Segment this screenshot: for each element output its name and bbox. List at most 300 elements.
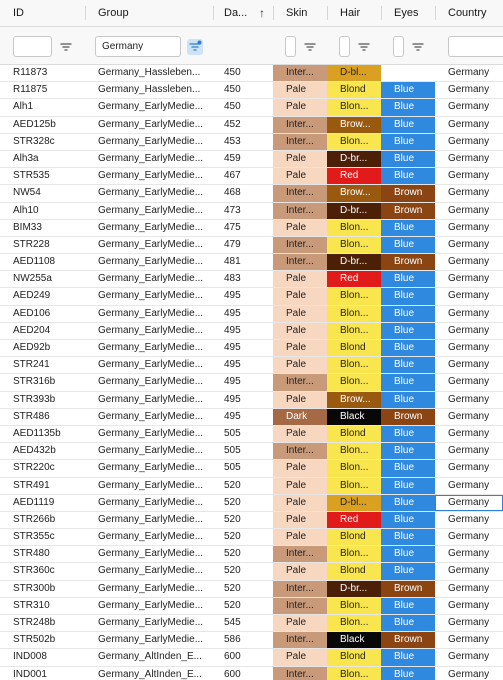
cell-eyes[interactable]: Blue — [381, 271, 435, 287]
cell-date[interactable]: 468 — [224, 187, 241, 199]
cell-date[interactable]: 495 — [224, 290, 241, 302]
cell-eyes[interactable]: Blue — [381, 392, 435, 408]
cell-group[interactable]: Germany_EarlyMedie... — [98, 410, 204, 422]
cell-id[interactable]: BIM33 — [13, 221, 42, 233]
cell-hair[interactable]: D-br... — [327, 254, 381, 270]
cell-date[interactable]: 495 — [224, 393, 241, 405]
cell-eyes[interactable]: Brown — [381, 203, 435, 219]
table-row[interactable] — [0, 134, 503, 151]
cell-skin[interactable]: Pale — [273, 220, 327, 236]
cell-eyes[interactable]: Blue — [381, 323, 435, 339]
table-row[interactable] — [0, 478, 503, 495]
cell-skin[interactable]: Inter... — [273, 581, 327, 597]
cell-id[interactable]: R11875 — [13, 84, 48, 96]
cell-date[interactable]: 450 — [224, 67, 241, 78]
cell-group[interactable]: Germany_EarlyMedie... — [98, 445, 204, 457]
cell-group[interactable]: Germany_EarlyMedie... — [98, 582, 204, 594]
cell-date[interactable]: 520 — [224, 513, 241, 525]
cell-group[interactable]: Germany_EarlyMedie... — [98, 170, 204, 182]
cell-skin[interactable]: Inter... — [273, 237, 327, 253]
cell-eyes[interactable]: Blue — [381, 615, 435, 631]
cell-id[interactable]: STR310 — [13, 599, 50, 611]
cell-id[interactable]: STR228 — [13, 238, 50, 250]
table-row[interactable] — [0, 340, 503, 357]
cell-country[interactable]: Germany — [448, 479, 490, 491]
cell-skin[interactable]: Inter... — [273, 185, 327, 201]
cell-eyes[interactable]: Blue — [381, 117, 435, 133]
table-row[interactable] — [0, 460, 503, 477]
table-row[interactable] — [0, 65, 503, 82]
cell-eyes[interactable]: Brown — [381, 409, 435, 425]
table-row[interactable] — [0, 288, 503, 305]
cell-date[interactable]: 459 — [224, 152, 241, 164]
cell-group[interactable]: Germany_EarlyMedie... — [98, 135, 204, 147]
cell-group[interactable]: Germany_EarlyMedie... — [98, 204, 204, 216]
cell-id[interactable]: STR360c — [13, 565, 55, 577]
cell-eyes[interactable]: Blue — [381, 546, 435, 562]
cell-group[interactable]: Germany_EarlyMedie... — [98, 617, 204, 628]
cell-skin[interactable]: Inter... — [273, 546, 327, 562]
cell-hair[interactable]: Blon... — [327, 546, 381, 562]
cell-skin[interactable]: Pale — [273, 306, 327, 322]
cell-date[interactable]: 495 — [224, 410, 241, 422]
table-row[interactable] — [0, 203, 503, 220]
cell-hair[interactable]: D-br... — [327, 203, 381, 219]
group-filter-input[interactable] — [95, 36, 181, 57]
cell-country[interactable]: Germany — [448, 118, 490, 130]
filter-icon[interactable] — [302, 39, 318, 55]
cell-hair[interactable]: Blon... — [327, 598, 381, 614]
column-header-date[interactable] — [213, 0, 273, 26]
table-row[interactable] — [0, 185, 503, 202]
cell-date[interactable]: 520 — [224, 565, 241, 577]
cell-date[interactable]: 520 — [224, 479, 241, 491]
cell-date[interactable]: 495 — [224, 307, 241, 319]
cell-country[interactable]: Germany — [448, 617, 490, 628]
filter-icon[interactable] — [410, 39, 426, 55]
cell-hair[interactable]: Blon... — [327, 288, 381, 304]
cell-date[interactable]: 520 — [224, 582, 241, 594]
cell-group[interactable]: Germany_EarlyMedie... — [98, 531, 204, 543]
cell-hair[interactable]: Blon... — [327, 460, 381, 476]
cell-skin[interactable]: Pale — [273, 151, 327, 167]
cell-eyes[interactable]: Blue — [381, 82, 435, 98]
cell-country[interactable]: Germany — [448, 376, 490, 388]
cell-date[interactable]: 505 — [224, 427, 241, 439]
cell-skin[interactable]: Inter... — [273, 254, 327, 270]
cell-id[interactable]: STR480 — [13, 548, 50, 560]
table-row[interactable] — [0, 271, 503, 288]
cell-group[interactable]: Germany_EarlyMedie... — [98, 273, 204, 285]
cell-id[interactable]: AED249 — [13, 290, 51, 302]
cell-eyes[interactable]: Blue — [381, 340, 435, 356]
cell-date[interactable]: 545 — [224, 617, 241, 628]
cell-country[interactable]: Germany — [448, 548, 490, 560]
cell-skin[interactable]: Pale — [273, 288, 327, 304]
table-row[interactable] — [0, 117, 503, 134]
table-row[interactable] — [0, 374, 503, 391]
cell-id[interactable]: AED92b — [13, 342, 51, 353]
cell-group[interactable]: Germany_EarlyMedie... — [98, 376, 204, 388]
cell-eyes[interactable]: Blue — [381, 374, 435, 390]
cell-date[interactable]: 600 — [224, 668, 241, 680]
cell-hair[interactable]: Blond — [327, 82, 381, 98]
cell-eyes[interactable]: Blue — [381, 649, 435, 665]
table-row[interactable] — [0, 168, 503, 185]
cell-id[interactable]: STR241 — [13, 359, 50, 371]
cell-hair[interactable]: Black — [327, 632, 381, 648]
cell-skin[interactable]: Inter... — [273, 117, 327, 133]
column-header-eyes[interactable] — [381, 0, 435, 26]
cell-skin[interactable]: Pale — [273, 563, 327, 579]
table-row[interactable] — [0, 632, 503, 649]
cell-skin[interactable]: Pale — [273, 615, 327, 631]
cell-skin[interactable]: Pale — [273, 357, 327, 373]
cell-hair[interactable]: Blond — [327, 649, 381, 665]
cell-date[interactable]: 520 — [224, 548, 241, 560]
cell-country[interactable]: Germany — [448, 531, 490, 543]
cell-id[interactable]: IND008 — [13, 651, 47, 663]
cell-id[interactable]: Alh3a — [13, 152, 39, 164]
column-header-skin[interactable] — [273, 0, 327, 26]
cell-country[interactable]: Germany — [435, 495, 503, 511]
cell-country[interactable]: Germany — [448, 427, 490, 439]
table-row[interactable] — [0, 615, 503, 632]
cell-group[interactable]: Germany_EarlyMedie... — [98, 324, 204, 336]
cell-date[interactable]: 473 — [224, 204, 241, 216]
cell-id[interactable]: STR486 — [13, 410, 50, 422]
cell-group[interactable]: Germany_AltInden_E... — [98, 651, 202, 663]
cell-id[interactable]: AED204 — [13, 324, 51, 336]
cell-country[interactable]: Germany — [448, 324, 490, 336]
cell-date[interactable]: 467 — [224, 170, 241, 182]
cell-hair[interactable]: Blond — [327, 340, 381, 356]
cell-eyes[interactable]: Blue — [381, 306, 435, 322]
cell-group[interactable]: Germany_EarlyMedie... — [98, 462, 204, 474]
cell-id[interactable]: STR248b — [13, 617, 56, 628]
cell-hair[interactable]: Blond — [327, 563, 381, 579]
cell-skin[interactable]: Pale — [273, 271, 327, 287]
table-row[interactable] — [0, 99, 503, 116]
cell-country[interactable]: Germany — [448, 565, 490, 577]
table-row[interactable] — [0, 426, 503, 443]
cell-eyes[interactable]: Blue — [381, 220, 435, 236]
cell-hair[interactable]: Blon... — [327, 306, 381, 322]
cell-eyes[interactable]: Blue — [381, 99, 435, 115]
cell-hair[interactable]: Black — [327, 409, 381, 425]
cell-skin[interactable]: Pale — [273, 512, 327, 528]
cell-id[interactable]: IND001 — [13, 668, 47, 680]
table-row[interactable] — [0, 220, 503, 237]
cell-skin[interactable]: Pale — [273, 478, 327, 494]
cell-eyes[interactable]: Blue — [381, 134, 435, 150]
table-row[interactable] — [0, 563, 503, 580]
cell-skin[interactable]: Pale — [273, 340, 327, 356]
sort-ascending-icon[interactable]: ↑ — [259, 6, 265, 20]
cell-skin[interactable]: Inter... — [273, 203, 327, 219]
cell-date[interactable]: 495 — [224, 359, 241, 371]
cell-country[interactable]: Germany — [448, 170, 490, 182]
cell-date[interactable]: 505 — [224, 445, 241, 457]
cell-country[interactable]: Germany — [448, 410, 490, 422]
table-row[interactable] — [0, 443, 503, 460]
cell-skin[interactable]: Inter... — [273, 134, 327, 150]
cell-hair[interactable]: D-br... — [327, 151, 381, 167]
cell-country[interactable]: Germany — [448, 187, 490, 199]
cell-date[interactable]: 495 — [224, 342, 241, 353]
cell-eyes[interactable]: Blue — [381, 460, 435, 476]
cell-id[interactable]: STR220c — [13, 462, 55, 474]
cell-country[interactable]: Germany — [448, 582, 490, 594]
cell-group[interactable]: Germany_EarlyMedie... — [98, 427, 204, 439]
cell-eyes[interactable]: Blue — [381, 529, 435, 545]
cell-country[interactable]: Germany — [448, 513, 490, 525]
cell-group[interactable]: Germany_EarlyMedie... — [98, 565, 204, 577]
cell-country[interactable]: Germany — [448, 651, 490, 663]
cell-skin[interactable]: Inter... — [273, 443, 327, 459]
cell-hair[interactable]: Blon... — [327, 374, 381, 390]
cell-eyes[interactable]: Blue — [381, 667, 435, 680]
cell-group[interactable]: Germany_EarlyMedie... — [98, 359, 204, 371]
cell-country[interactable]: Germany — [448, 204, 490, 216]
cell-id[interactable]: AED1119 — [13, 496, 55, 508]
cell-eyes[interactable]: Blue — [381, 443, 435, 459]
cell-eyes[interactable]: Brown — [381, 632, 435, 648]
cell-country[interactable]: Germany — [448, 221, 490, 233]
cell-date[interactable]: 520 — [224, 496, 241, 508]
cell-hair[interactable]: Blond — [327, 529, 381, 545]
table-row[interactable] — [0, 512, 503, 529]
cell-skin[interactable]: Pale — [273, 392, 327, 408]
cell-skin[interactable]: Pale — [273, 649, 327, 665]
cell-date[interactable]: 600 — [224, 651, 241, 663]
cell-eyes[interactable]: Brown — [381, 185, 435, 201]
cell-id[interactable]: STR355c — [13, 531, 55, 543]
table-row[interactable] — [0, 254, 503, 271]
cell-group[interactable]: Germany_EarlyMedie... — [98, 187, 204, 199]
cell-skin[interactable]: Pale — [273, 168, 327, 184]
table-row[interactable] — [0, 598, 503, 615]
cell-id[interactable]: STR393b — [13, 393, 56, 405]
cell-country[interactable]: Germany — [448, 67, 490, 78]
cell-eyes[interactable]: Blue — [381, 598, 435, 614]
cell-id[interactable]: Alh1 — [13, 101, 34, 113]
cell-country[interactable]: Germany — [448, 152, 490, 164]
cell-eyes[interactable]: Blue — [381, 151, 435, 167]
cell-group[interactable]: Germany_EarlyMedie... — [98, 290, 204, 302]
country-filter-input[interactable] — [448, 36, 503, 57]
cell-skin[interactable]: Dark — [273, 409, 327, 425]
cell-id[interactable]: STR535 — [13, 170, 50, 182]
cell-hair[interactable]: Brow... — [327, 117, 381, 133]
table-row[interactable] — [0, 237, 503, 254]
cell-group[interactable]: Germany_EarlyMedie... — [98, 118, 204, 130]
cell-skin[interactable]: Inter... — [273, 374, 327, 390]
cell-date[interactable]: 450 — [224, 84, 241, 96]
cell-hair[interactable]: Blon... — [327, 99, 381, 115]
column-header-country[interactable] — [435, 0, 503, 26]
cell-country[interactable]: Germany — [448, 307, 490, 319]
cell-hair[interactable]: D-br... — [327, 581, 381, 597]
cell-group[interactable]: Germany_EarlyMedie... — [98, 238, 204, 250]
cell-group[interactable]: Germany_Hassleben... — [98, 67, 201, 78]
cell-eyes[interactable]: Blue — [381, 495, 435, 511]
cell-skin[interactable]: Pale — [273, 495, 327, 511]
cell-hair[interactable]: Red — [327, 512, 381, 528]
cell-skin[interactable]: Pale — [273, 82, 327, 98]
cell-country[interactable]: Germany — [448, 256, 490, 268]
cell-skin[interactable]: Pale — [273, 99, 327, 115]
cell-id[interactable]: AED432b — [13, 445, 56, 457]
cell-country[interactable]: Germany — [448, 135, 490, 147]
cell-id[interactable]: NW54 — [13, 187, 41, 199]
cell-group[interactable]: Germany_EarlyMedie... — [98, 307, 204, 319]
cell-hair[interactable]: Blon... — [327, 134, 381, 150]
cell-country[interactable]: Germany — [448, 101, 490, 113]
cell-date[interactable]: 475 — [224, 221, 241, 233]
cell-eyes[interactable] — [381, 65, 435, 81]
cell-hair[interactable]: Blon... — [327, 443, 381, 459]
cell-date[interactable]: 453 — [224, 135, 241, 147]
cell-hair[interactable]: Blond — [327, 426, 381, 442]
cell-group[interactable]: Germany_EarlyMedie... — [98, 513, 204, 525]
cell-country[interactable]: Germany — [448, 445, 490, 457]
cell-skin[interactable]: Inter... — [273, 667, 327, 680]
eyes-filter-input[interactable] — [393, 36, 404, 57]
table-row[interactable] — [0, 409, 503, 426]
cell-hair[interactable]: Blon... — [327, 357, 381, 373]
cell-date[interactable]: 479 — [224, 238, 241, 250]
cell-group[interactable]: Germany_EarlyMedie... — [98, 152, 204, 164]
cell-country[interactable]: Germany — [448, 634, 490, 646]
cell-eyes[interactable]: Blue — [381, 563, 435, 579]
filter-icon[interactable] — [58, 39, 74, 55]
cell-country[interactable]: Germany — [448, 273, 490, 285]
cell-country[interactable]: Germany — [448, 84, 490, 96]
cell-eyes[interactable]: Blue — [381, 168, 435, 184]
cell-eyes[interactable]: Brown — [381, 254, 435, 270]
cell-country[interactable]: Germany — [448, 290, 490, 302]
cell-id[interactable]: STR316b — [13, 376, 56, 388]
table-row[interactable] — [0, 306, 503, 323]
cell-eyes[interactable]: Blue — [381, 512, 435, 528]
cell-id[interactable]: AED1108 — [13, 256, 56, 268]
cell-date[interactable]: 505 — [224, 462, 241, 474]
cell-eyes[interactable]: Blue — [381, 288, 435, 304]
cell-group[interactable]: Germany_EarlyMedie... — [98, 256, 204, 268]
cell-country[interactable]: Germany — [448, 342, 490, 353]
hair-filter-input[interactable] — [339, 36, 350, 57]
cell-id[interactable]: AED1135b — [13, 427, 61, 439]
cell-date[interactable]: 520 — [224, 599, 241, 611]
table-row[interactable] — [0, 323, 503, 340]
cell-eyes[interactable]: Blue — [381, 357, 435, 373]
cell-country[interactable]: Germany — [448, 359, 490, 371]
cell-eyes[interactable]: Blue — [381, 237, 435, 253]
cell-eyes[interactable]: Blue — [381, 426, 435, 442]
table-row[interactable] — [0, 357, 503, 374]
cell-id[interactable]: R11873 — [13, 67, 48, 78]
cell-date[interactable]: 450 — [224, 101, 241, 113]
cell-group[interactable]: Germany_EarlyMedie... — [98, 599, 204, 611]
cell-id[interactable]: AED106 — [13, 307, 51, 319]
cell-skin[interactable]: Inter... — [273, 598, 327, 614]
cell-id[interactable]: AED125b — [13, 118, 56, 130]
cell-id[interactable]: STR491 — [13, 479, 50, 491]
table-row[interactable] — [0, 649, 503, 666]
cell-date[interactable]: 481 — [224, 256, 241, 268]
cell-group[interactable]: Germany_AltInden_E... — [98, 668, 202, 680]
cell-date[interactable]: 520 — [224, 531, 241, 543]
cell-hair[interactable]: Brow... — [327, 185, 381, 201]
column-header-group[interactable] — [85, 0, 213, 26]
cell-date[interactable]: 495 — [224, 376, 241, 388]
cell-hair[interactable]: Red — [327, 271, 381, 287]
filter-active-icon[interactable] — [187, 39, 203, 55]
cell-hair[interactable]: D-bl... — [327, 495, 381, 511]
cell-hair[interactable]: Blon... — [327, 220, 381, 236]
cell-country[interactable]: Germany — [448, 393, 490, 405]
cell-id[interactable]: Alh10 — [13, 204, 39, 216]
cell-hair[interactable]: Blon... — [327, 615, 381, 631]
cell-hair[interactable]: Blon... — [327, 667, 381, 680]
cell-group[interactable]: Germany_EarlyMedie... — [98, 548, 204, 560]
cell-skin[interactable]: Inter... — [273, 65, 327, 81]
cell-group[interactable]: Germany_EarlyMedie... — [98, 479, 204, 491]
cell-skin[interactable]: Pale — [273, 460, 327, 476]
cell-date[interactable]: 483 — [224, 273, 241, 285]
cell-date[interactable]: 495 — [224, 324, 241, 336]
cell-hair[interactable]: Blon... — [327, 323, 381, 339]
cell-skin[interactable]: Inter... — [273, 632, 327, 648]
cell-id[interactable]: STR502b — [13, 634, 56, 646]
column-header-id[interactable] — [0, 0, 85, 26]
cell-country[interactable]: Germany — [448, 599, 490, 611]
cell-group[interactable]: Germany_EarlyMedie... — [98, 634, 204, 646]
cell-id[interactable]: STR300b — [13, 582, 56, 594]
table-row[interactable] — [0, 529, 503, 546]
cell-skin[interactable]: Pale — [273, 323, 327, 339]
cell-hair[interactable]: Blon... — [327, 237, 381, 253]
table-row[interactable] — [0, 495, 503, 512]
column-header-hair[interactable] — [327, 0, 381, 26]
table-row[interactable] — [0, 151, 503, 168]
cell-id[interactable]: STR266b — [13, 513, 56, 525]
cell-group[interactable]: Germany_EarlyMedie... — [98, 101, 204, 113]
cell-date[interactable]: 586 — [224, 634, 241, 646]
cell-country[interactable]: Germany — [448, 238, 490, 250]
cell-eyes[interactable]: Brown — [381, 581, 435, 597]
id-filter-input[interactable] — [13, 36, 52, 57]
cell-id[interactable]: NW255a — [13, 273, 52, 285]
cell-date[interactable]: 452 — [224, 118, 241, 130]
cell-hair[interactable]: D-bl... — [327, 65, 381, 81]
cell-country[interactable]: Germany — [448, 668, 490, 680]
table-row[interactable] — [0, 667, 503, 680]
cell-skin[interactable]: Pale — [273, 426, 327, 442]
cell-hair[interactable]: Blon... — [327, 478, 381, 494]
filter-icon[interactable] — [356, 39, 372, 55]
table-row[interactable] — [0, 546, 503, 563]
cell-group[interactable]: Germany_Hassleben... — [98, 84, 201, 96]
cell-hair[interactable]: Brow... — [327, 392, 381, 408]
cell-country[interactable]: Germany — [448, 462, 490, 474]
cell-group[interactable]: Germany_EarlyMedie... — [98, 496, 204, 508]
table-row[interactable] — [0, 82, 503, 99]
skin-filter-input[interactable] — [285, 36, 296, 57]
cell-group[interactable]: Germany_EarlyMedie... — [98, 221, 204, 233]
table-row[interactable] — [0, 581, 503, 598]
